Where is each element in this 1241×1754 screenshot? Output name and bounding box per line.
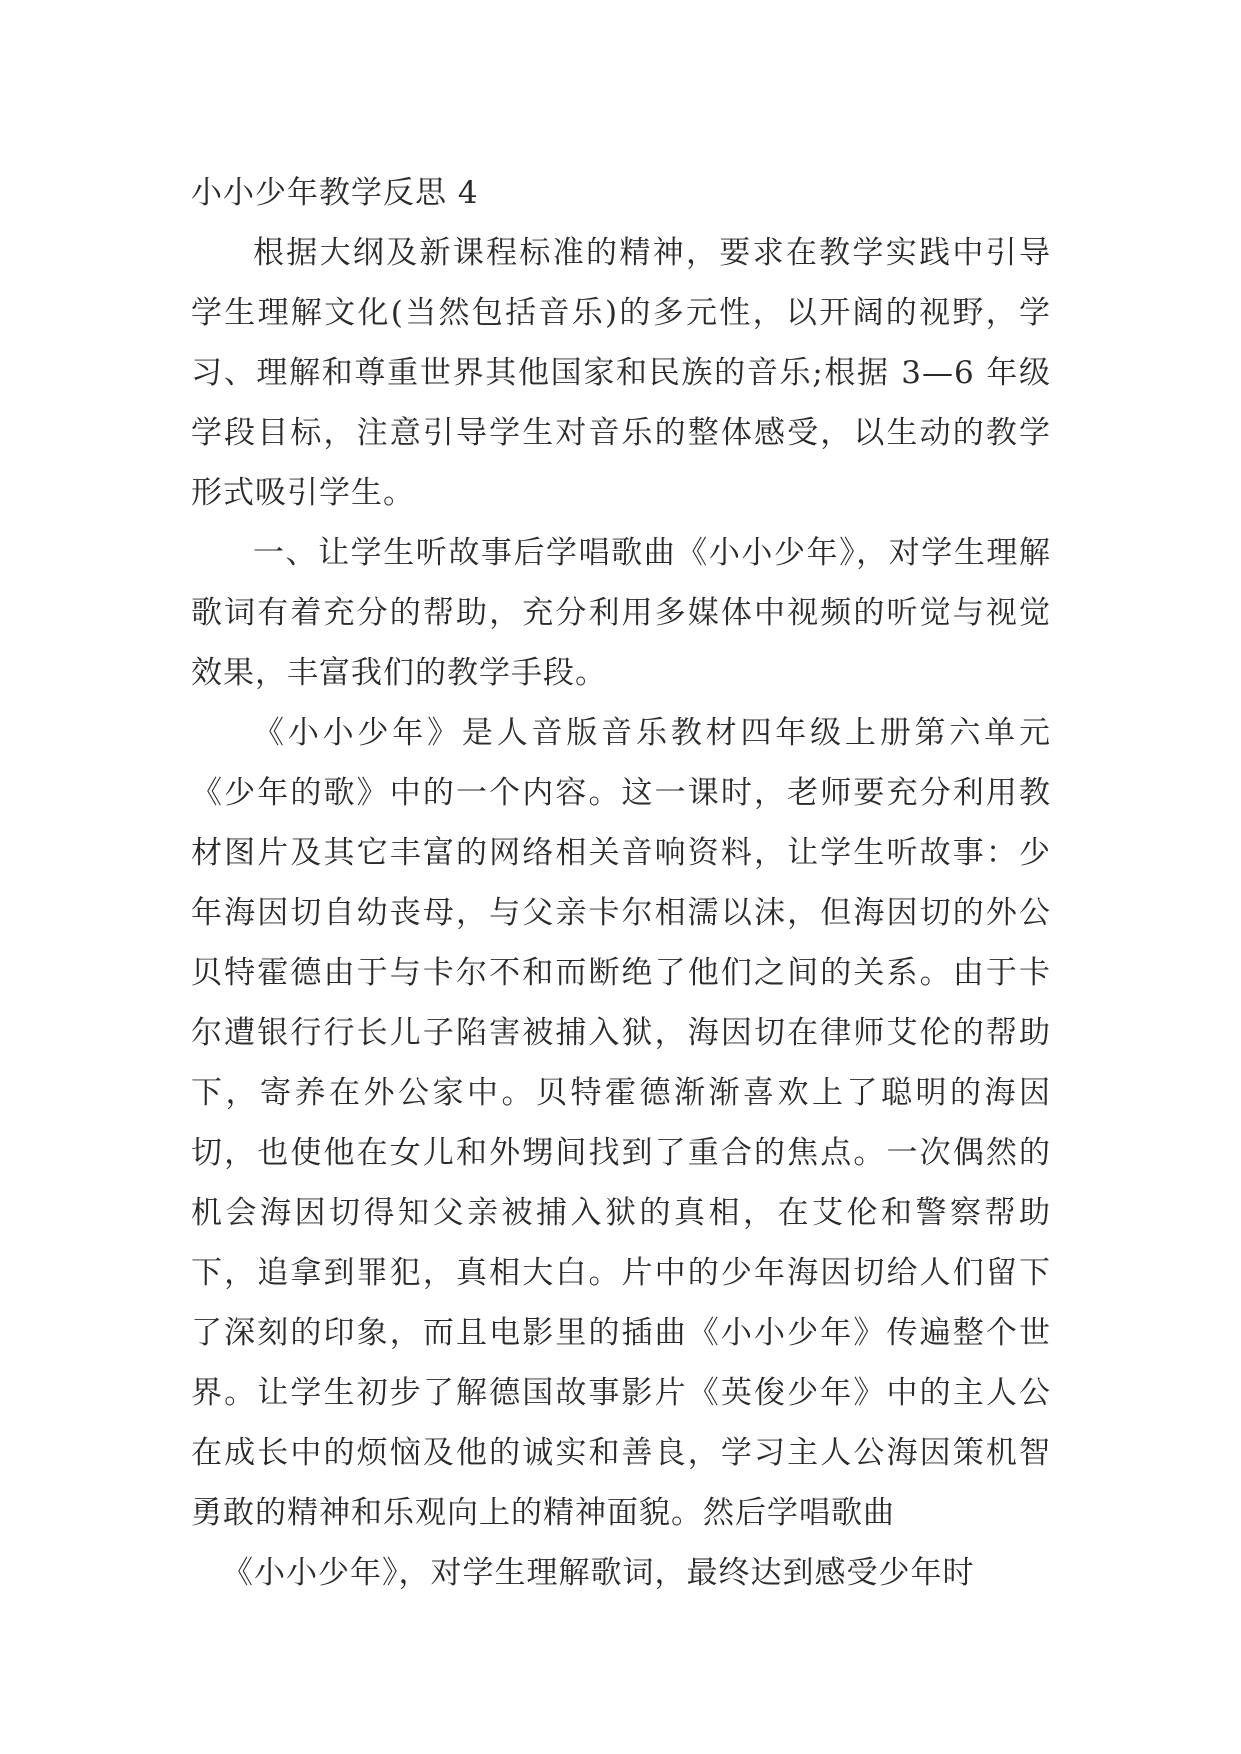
paragraph-point-one: 一、让学生听故事后学唱歌曲《小小少年》，对学生理解歌词有着充分的帮助，充分利用多媒体中视频的听觉与视觉效果，丰富我们的教学手段。: [191, 535, 1051, 691]
paragraph-intro: 根据大纲及新课程标准的精神，要求在教学实践中引导学生理解文化(当然包括音乐)的多元性，以开阔的视野，学习、理解和尊重世界其他国家和民族的音乐;根据 3—6 年级学段目标，注意引导学生对音乐的整体感受，以生动的教学形式吸引学生。: [191, 235, 1051, 511]
document-body: [191, 163, 1051, 1603]
document-title: 小小少年教学反思 4: [191, 175, 479, 211]
paragraph-story: 《小小少年》是人音版音乐教材四年级上册第六单元《少年的歌》中的一个内容。这一课时，老师要充分利用教材图片及其它丰富的网络相关音响资料，让学生听故事：少年海因切自幼丧母，与父亲卡尔相濡以沫，但海因切的外公贝特霍德由于与卡尔不和而断绝了他们之间的关系。由于卡尔遭银行行长儿子陷害被捕入狱，海因切在律师艾伦的帮助下，寄养在外公家中。贝特霍德渐渐喜欢上了聪明的海因切，也使他在女儿和外甥间找到了重合的焦点。一次偶然的机会海因切得知父亲被捕入狱的真相，在艾伦和警察帮助下，追拿到罪犯，真相大白。片中的少年海因切给人们留下了深刻的印象，而且电影里的插曲《小小少年》传遍整个世界。让学生初步了解德国故事影片《英俊少年》中的主人公在成长中的烦恼及他的诚实和善良，学习主人公海因策机智勇敢的精神和乐观向上的精神面貌。然后学唱歌曲: [191, 715, 1051, 1531]
paragraph-continuation: 《小小少年》，对学生理解歌词，最终达到感受少年时: [222, 1555, 975, 1591]
